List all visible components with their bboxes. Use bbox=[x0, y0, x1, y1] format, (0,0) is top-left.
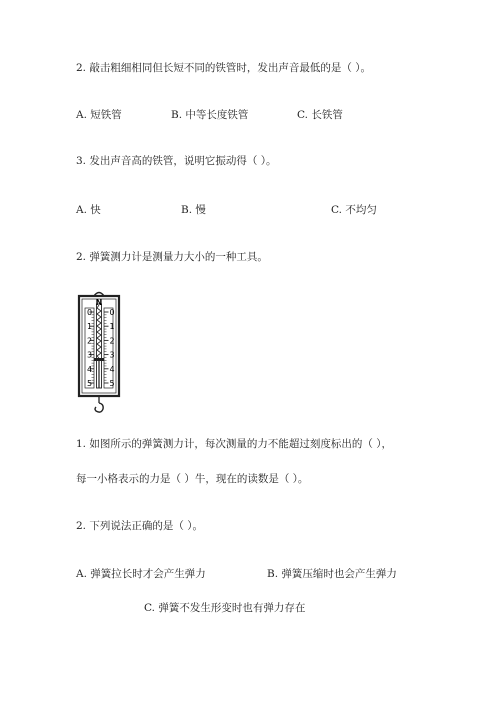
question-text: 3. 发出声音高的铁管，说明它振动得（ ）。 bbox=[76, 155, 277, 167]
tick-label: 0 bbox=[87, 308, 93, 317]
bottom-hook bbox=[95, 403, 103, 412]
tick-label: 3 bbox=[109, 350, 115, 360]
section-intro: 2. 弹簧测力计是测量力大小的一种工具。 bbox=[76, 251, 268, 263]
option-c: C. 长铁管 bbox=[297, 109, 343, 121]
option-a: A. 短铁管 bbox=[76, 109, 122, 121]
question-text: 2. 下列说法正确的是（ ）。 bbox=[76, 520, 203, 532]
question-text: 2. 敲击粗细相同但长短不同的铁管时，发出声音最低的是（ ）。 bbox=[76, 62, 371, 74]
tick-label: 4 bbox=[109, 364, 115, 374]
question-line-1: 1. 如图所示的弹簧测力计，每次测量的力不能超过刻度标出的（ ）， bbox=[76, 438, 392, 450]
tick-label: 2 bbox=[87, 336, 93, 346]
option-a: A. 弹簧拉长时才会产生弹力 bbox=[76, 568, 206, 580]
option-a: A. 快 bbox=[76, 204, 101, 216]
option-b: B. 中等长度铁管 bbox=[171, 109, 249, 121]
option-b: B. 弹簧压缩时也会产生弹力 bbox=[267, 568, 397, 580]
tick-label: 4 bbox=[87, 364, 93, 374]
question-line-2: 每一小格表示的力是（ ）牛，现在的读数是（ ）。 bbox=[76, 473, 309, 485]
option-c: C. 弹簧不发生形变时也有弹力存在 bbox=[144, 602, 306, 614]
unit-letter: N bbox=[95, 298, 103, 307]
tick-label: 0 bbox=[109, 308, 115, 317]
tick-label: 5 bbox=[109, 379, 115, 388]
pointer bbox=[94, 358, 104, 361]
tick-label: 3 bbox=[87, 350, 93, 360]
option-c: C. 不均匀 bbox=[331, 204, 377, 216]
tick-label: 5 bbox=[87, 379, 93, 388]
tick-label: 1 bbox=[87, 322, 93, 332]
tick-label: 1 bbox=[109, 322, 115, 332]
option-b: B. 慢 bbox=[181, 204, 206, 216]
spring-scale-figure bbox=[76, 290, 122, 416]
tick-label: 2 bbox=[109, 336, 115, 346]
